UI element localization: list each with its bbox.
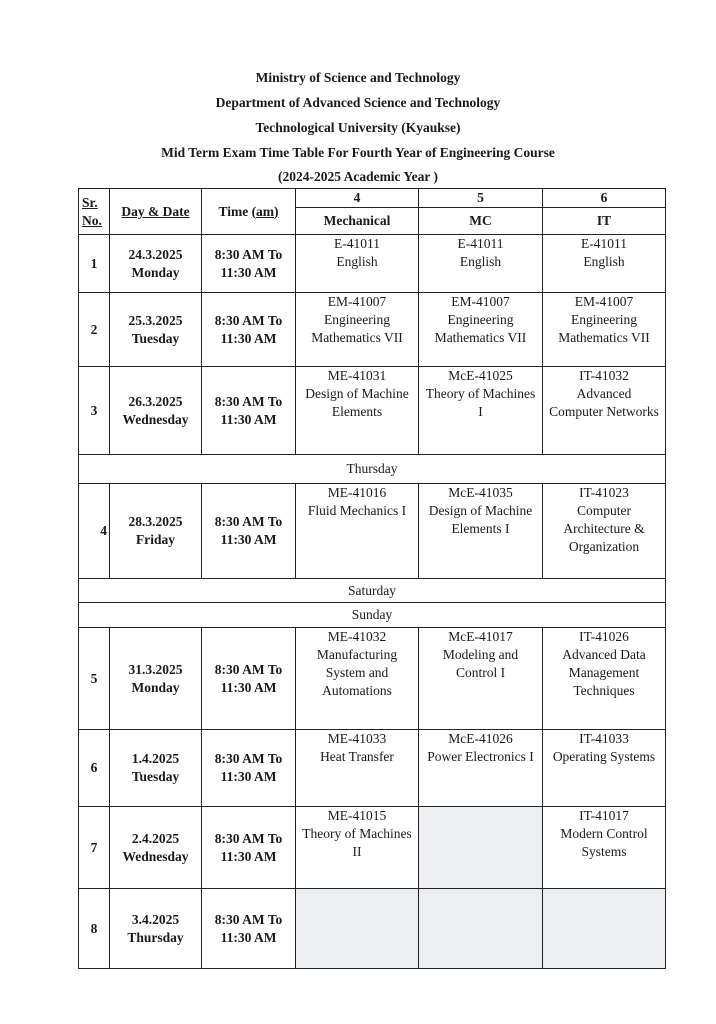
row-weekday: Wednesday bbox=[122, 848, 189, 864]
subject-mc bbox=[419, 293, 543, 367]
subject-it bbox=[543, 484, 666, 579]
group-5: 5 bbox=[419, 189, 543, 208]
subject-mechanical bbox=[296, 484, 419, 579]
subject-name-line: English bbox=[583, 254, 625, 269]
group-4: 4 bbox=[296, 189, 419, 208]
row-date: 31.3.2025 bbox=[128, 661, 183, 677]
row-time bbox=[202, 628, 296, 730]
separator-saturday bbox=[79, 579, 666, 603]
subject-mc bbox=[419, 807, 543, 889]
subject-code: E-41011 bbox=[581, 236, 627, 251]
subject-name-line: Systems bbox=[581, 844, 627, 859]
separator-sunday bbox=[79, 603, 666, 628]
branch-it: IT bbox=[543, 208, 666, 235]
subject-name-line: Design of Machine bbox=[428, 503, 533, 518]
table-row bbox=[79, 293, 666, 367]
row-weekday: Tuesday bbox=[131, 769, 180, 784]
subject-name-line: I bbox=[478, 404, 483, 419]
subject-name-line: Computer Networks bbox=[549, 404, 659, 419]
row-sr-no: 7 bbox=[79, 807, 110, 889]
subject-name-line: Automations bbox=[322, 683, 392, 698]
row-day-date bbox=[110, 628, 202, 730]
subject-name-line: Modern Control bbox=[560, 826, 648, 841]
subject-code: E-41011 bbox=[457, 236, 504, 251]
header-day-date-label: Day & Date bbox=[121, 203, 190, 219]
subject-name-line: Mathematics VII bbox=[434, 330, 527, 345]
subject-mechanical bbox=[296, 367, 419, 455]
subject-name-line: Theory of Machines bbox=[302, 826, 412, 841]
header-sr-no bbox=[79, 189, 110, 235]
subject-name-line: Computer bbox=[577, 503, 631, 518]
subject-name-line: Design of Machine bbox=[305, 386, 409, 401]
subject-name-line: Architecture & bbox=[563, 521, 645, 536]
academic-year: (2024-2025 Academic Year ) bbox=[277, 169, 439, 184]
table-row bbox=[79, 730, 666, 807]
subject-code: ME-41032 bbox=[327, 629, 387, 644]
branch-mechanical: Mechanical bbox=[296, 208, 419, 235]
subject-mechanical bbox=[296, 235, 419, 293]
subject-mc bbox=[419, 889, 543, 969]
subject-code: EM-41007 bbox=[574, 294, 634, 309]
subject-mc bbox=[419, 628, 543, 730]
row-time bbox=[202, 889, 296, 969]
subject-name-line: II bbox=[352, 844, 362, 859]
row-date: 2.4.2025 bbox=[131, 830, 180, 846]
subject-code: IT-41026 bbox=[579, 629, 629, 644]
subject-code: ME-41016 bbox=[327, 485, 387, 500]
row-day-date bbox=[110, 730, 202, 807]
subject-name-line: Engineering bbox=[447, 312, 514, 327]
row-day-date bbox=[110, 889, 202, 969]
separator-thursday bbox=[79, 455, 666, 484]
separator-thursday-label: Thursday bbox=[79, 455, 666, 484]
row-sr-no: 8 bbox=[79, 889, 110, 969]
subject-name-line: Management bbox=[568, 665, 640, 680]
subject-mc bbox=[419, 730, 543, 807]
subject-name-line: Theory of Machines bbox=[425, 386, 536, 401]
subject-code: E-41011 bbox=[334, 236, 380, 251]
subject-name-line: Manufacturing bbox=[316, 647, 398, 662]
row-time bbox=[202, 367, 296, 455]
row-time-end: 11:30 AM bbox=[220, 929, 277, 945]
subject-name-line: Advanced bbox=[576, 386, 632, 401]
subject-code: EM-41007 bbox=[327, 294, 387, 309]
subject-mc bbox=[419, 235, 543, 293]
subject-code: IT-41017 bbox=[579, 808, 629, 823]
subject-name-line: English bbox=[459, 254, 502, 269]
row-day-date bbox=[110, 293, 202, 367]
subject-it bbox=[543, 889, 666, 969]
subject-name-line: Fluid Mechanics I bbox=[307, 503, 407, 518]
row-time-start: 8:30 AM To bbox=[214, 830, 283, 846]
subject-code: EM-41007 bbox=[451, 294, 510, 309]
ministry-title: Ministry of Science and Technology bbox=[255, 70, 461, 85]
row-date: 25.3.2025 bbox=[128, 312, 183, 328]
subject-it bbox=[543, 367, 666, 455]
subject-name-line: Mathematics VII bbox=[558, 330, 650, 345]
row-day-date bbox=[110, 484, 202, 579]
header-row-1 bbox=[79, 189, 666, 208]
header-sr-line2: No. bbox=[82, 212, 102, 228]
subject-it bbox=[543, 628, 666, 730]
row-day-date bbox=[110, 367, 202, 455]
row-time bbox=[202, 235, 296, 293]
branch-mc: MC bbox=[419, 208, 543, 235]
subject-mc bbox=[419, 367, 543, 455]
group-6: 6 bbox=[543, 189, 666, 208]
row-date: 28.3.2025 bbox=[128, 514, 183, 529]
row-day-date bbox=[110, 807, 202, 889]
row-time bbox=[202, 807, 296, 889]
row-weekday: Friday bbox=[136, 532, 175, 547]
row-sr-no: 6 bbox=[79, 730, 110, 807]
header-sr-line1: Sr. bbox=[82, 194, 98, 210]
row-time-end: 11:30 AM bbox=[220, 848, 277, 864]
subject-code: McE-41035 bbox=[448, 485, 513, 500]
row-date: 1.4.2025 bbox=[131, 751, 180, 766]
exam-timetable bbox=[78, 188, 666, 969]
row-time-start: 8:30 AM To bbox=[214, 514, 283, 529]
row-time-start: 8:30 AM To bbox=[214, 246, 283, 262]
table-row bbox=[79, 235, 666, 293]
row-weekday: Thursday bbox=[127, 929, 184, 945]
university-title: Technological University (Kyaukse) bbox=[255, 120, 461, 135]
timetable-title: Mid Term Exam Time Table For Fourth Year of Engineering Course bbox=[161, 145, 555, 160]
header-time-label: Time bbox=[218, 203, 252, 219]
row-time-end: 11:30 AM bbox=[220, 330, 277, 346]
row-time-start: 8:30 AM To bbox=[214, 751, 283, 766]
subject-code: ME-41031 bbox=[327, 368, 387, 383]
separator-saturday-label: Saturday bbox=[79, 579, 666, 603]
header-day-date bbox=[110, 189, 202, 235]
subject-code: ME-41015 bbox=[327, 808, 387, 823]
subject-mechanical bbox=[296, 628, 419, 730]
row-time bbox=[202, 484, 296, 579]
row-time bbox=[202, 730, 296, 807]
row-time-start: 8:30 AM To bbox=[214, 393, 283, 409]
row-weekday: Monday bbox=[131, 264, 180, 280]
row-weekday: Wednesday bbox=[122, 411, 189, 427]
subject-code: McE-41017 bbox=[448, 629, 513, 644]
subject-name-line: Elements bbox=[331, 404, 383, 419]
subject-name-line: Engineering bbox=[571, 312, 637, 327]
subject-mechanical bbox=[296, 293, 419, 367]
subject-name-line: Engineering bbox=[324, 312, 390, 327]
subject-it bbox=[543, 807, 666, 889]
table-row bbox=[79, 807, 666, 889]
row-time-end: 11:30 AM bbox=[220, 679, 277, 695]
separator-sunday-label: Sunday bbox=[79, 603, 666, 628]
header-time bbox=[202, 189, 296, 235]
row-time-end: 11:30 AM bbox=[220, 532, 277, 547]
subject-mechanical bbox=[296, 730, 419, 807]
subject-name-line: Operating Systems bbox=[552, 749, 656, 764]
row-time-start: 8:30 AM To bbox=[214, 911, 283, 927]
row-sr-no: 5 bbox=[79, 628, 110, 730]
subject-name-line: Modeling and bbox=[442, 647, 519, 662]
table-row bbox=[79, 628, 666, 730]
header-time-unit: (am) bbox=[251, 203, 279, 219]
row-date: 3.4.2025 bbox=[131, 911, 180, 927]
subject-mc bbox=[419, 484, 543, 579]
row-sr-no: 4 bbox=[79, 484, 110, 579]
subject-code: McE-41025 bbox=[448, 368, 513, 383]
subject-name-line: Techniques bbox=[573, 683, 635, 698]
subject-code: McE-41026 bbox=[448, 731, 513, 746]
subject-code: IT-41033 bbox=[579, 731, 629, 746]
row-sr-no: 2 bbox=[79, 293, 110, 367]
subject-it bbox=[543, 293, 666, 367]
row-weekday: Tuesday bbox=[131, 330, 180, 346]
row-day-date bbox=[110, 235, 202, 293]
row-time-start: 8:30 AM To bbox=[214, 312, 283, 328]
row-date: 24.3.2025 bbox=[128, 246, 183, 262]
row-time bbox=[202, 293, 296, 367]
subject-name-line: English bbox=[336, 254, 378, 269]
department-title: Department of Advanced Science and Technology bbox=[215, 95, 501, 110]
row-weekday: Monday bbox=[131, 679, 180, 695]
row-time-end: 11:30 AM bbox=[220, 411, 277, 427]
row-time-end: 11:30 AM bbox=[220, 769, 277, 784]
row-sr-no: 1 bbox=[79, 235, 110, 293]
subject-code: ME-41033 bbox=[327, 731, 387, 746]
subject-name-line: Advanced Data bbox=[562, 647, 646, 662]
subject-code: IT-41023 bbox=[579, 485, 629, 500]
subject-name-line: Control I bbox=[455, 665, 506, 680]
subject-name-line: Organization bbox=[568, 539, 640, 554]
subject-mechanical bbox=[296, 889, 419, 969]
table-row bbox=[79, 889, 666, 969]
row-time-end: 11:30 AM bbox=[220, 264, 277, 280]
table-row bbox=[79, 484, 666, 579]
subject-name-line: System and bbox=[325, 665, 389, 680]
row-date: 26.3.2025 bbox=[128, 393, 183, 409]
subject-it bbox=[543, 235, 666, 293]
table-row bbox=[79, 367, 666, 455]
subject-name-line: Power Electronics I bbox=[427, 749, 534, 764]
subject-code: IT-41032 bbox=[579, 368, 629, 383]
subject-name-line: Elements I bbox=[451, 521, 510, 536]
subject-it bbox=[543, 730, 666, 807]
subject-name-line: Mathematics VII bbox=[311, 330, 403, 345]
row-sr-no: 3 bbox=[79, 367, 110, 455]
subject-name-line: Heat Transfer bbox=[320, 749, 394, 764]
subject-mechanical bbox=[296, 807, 419, 889]
row-time-start: 8:30 AM To bbox=[214, 661, 283, 677]
